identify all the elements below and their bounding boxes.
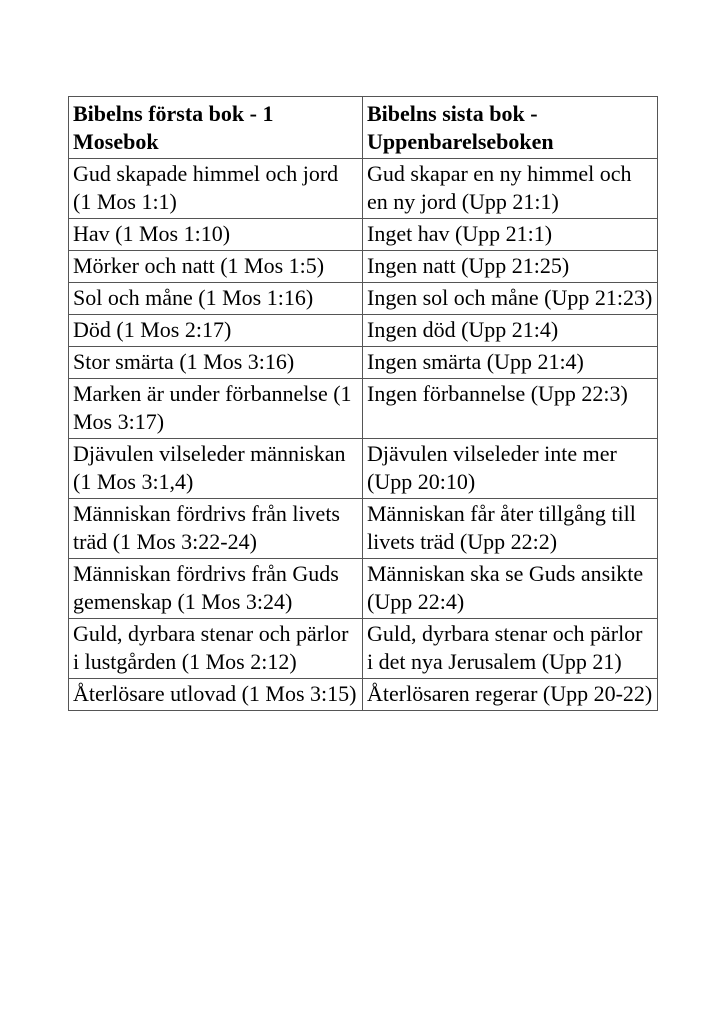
table-row: [69, 619, 658, 679]
genesis-cell: Människan fördrivs från livets träd (1 Mos 3:22-24): [69, 499, 363, 559]
table-row: [69, 439, 658, 499]
genesis-cell: Död (1 Mos 2:17): [69, 315, 363, 347]
revelation-cell: Inget hav (Upp 21:1): [363, 219, 658, 251]
revelation-cell: Ingen sol och måne (Upp 21:23): [363, 283, 658, 315]
genesis-cell: Djävulen vilseleder människan (1 Mos 3:1,4): [69, 439, 363, 499]
table-row: [69, 251, 658, 283]
revelation-cell: Människan får åter tillgång till livets träd (Upp 22:2): [363, 499, 658, 559]
table-header: [69, 97, 658, 159]
header-row: [69, 97, 658, 159]
revelation-cell: Människan ska se Guds ansikte (Upp 22:4): [363, 559, 658, 619]
genesis-cell: Människan fördrivs från Guds gemenskap (1 Mos 3:24): [69, 559, 363, 619]
revelation-cell: Återlösaren regerar (Upp 20-22): [363, 679, 658, 711]
revelation-cell: Ingen natt (Upp 21:25): [363, 251, 658, 283]
table-row: [69, 499, 658, 559]
revelation-cell: Ingen förbannelse (Upp 22:3): [363, 379, 658, 439]
genesis-cell: Guld, dyrbara stenar och pärlor i lustgården (1 Mos 2:12): [69, 619, 363, 679]
header-first-book: Bibelns första bok - 1 Mosebok: [69, 97, 363, 159]
genesis-cell: Gud skapade himmel och jord (1 Mos 1:1): [69, 159, 363, 219]
revelation-cell: Ingen död (Upp 21:4): [363, 315, 658, 347]
revelation-cell: Guld, dyrbara stenar och pärlor i det nya Jerusalem (Upp 21): [363, 619, 658, 679]
revelation-cell: Djävulen vilseleder inte mer (Upp 20:10): [363, 439, 658, 499]
table-row: [69, 159, 658, 219]
table-body: [69, 159, 658, 711]
revelation-cell: Ingen smärta (Upp 21:4): [363, 347, 658, 379]
genesis-cell: Mörker och natt (1 Mos 1:5): [69, 251, 363, 283]
table-row: [69, 219, 658, 251]
genesis-cell: Hav (1 Mos 1:10): [69, 219, 363, 251]
table-row: [69, 347, 658, 379]
table-row: [69, 283, 658, 315]
genesis-cell: Återlösare utlovad (1 Mos 3:15): [69, 679, 363, 711]
table-row: [69, 559, 658, 619]
table-row: [69, 679, 658, 711]
genesis-cell: Marken är under förbannelse (1 Mos 3:17): [69, 379, 363, 439]
table-row: [69, 315, 658, 347]
header-last-book: Bibelns sista bok - Uppenbarelseboken: [363, 97, 658, 159]
genesis-cell: Stor smärta (1 Mos 3:16): [69, 347, 363, 379]
revelation-cell: Gud skapar en ny himmel och en ny jord (Upp 21:1): [363, 159, 658, 219]
table-row: [69, 379, 658, 439]
comparison-table: [68, 96, 658, 711]
genesis-cell: Sol och måne (1 Mos 1:16): [69, 283, 363, 315]
